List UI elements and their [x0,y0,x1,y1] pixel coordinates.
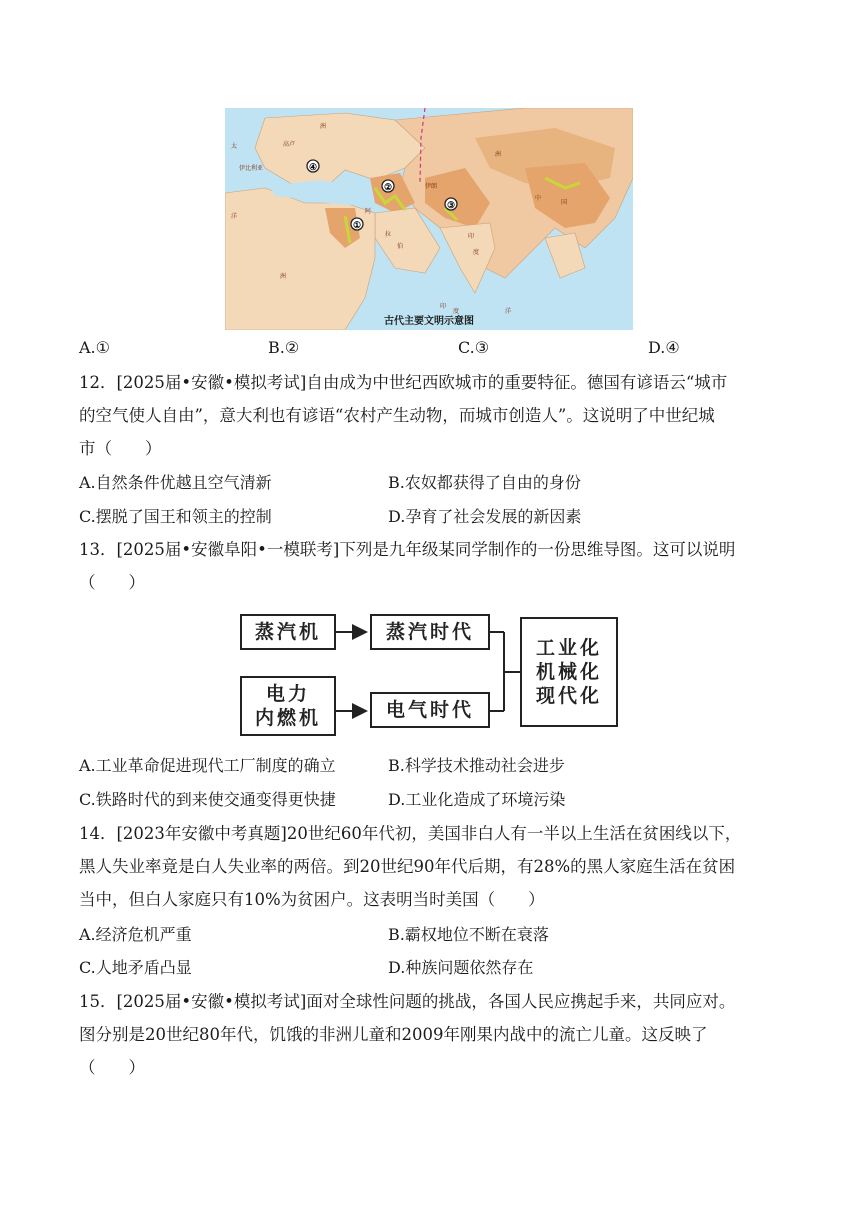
label-asia: 洲 [495,151,502,158]
svg-text:④: ④ [308,163,318,173]
q14-option-b: B.霸权地位不断在衰落 [388,925,549,944]
q11-option-b: B.② [268,338,300,357]
ancient-civilizations-map [225,108,633,330]
box-steam-engine: 蒸汽机 [240,614,336,650]
q12-line-2: 的空气使人自由”，意大利也有谚语“农村产生动物，而城市创造人”。这说明了中世纪城 [79,406,715,425]
label-arabia-2: 拉 [385,231,392,238]
label-ocean-4: 度 [453,308,460,315]
q11-option-d: D.④ [648,338,680,357]
label-china-2: 国 [561,199,568,206]
label-iran: 伊朗 [425,183,438,190]
label-ocean-5: 洋 [505,308,512,315]
q15-line-1: 15．[2025届•安徽•模拟考试]面对全球性问题的挑战，各国人民应携起手来，共同应对。 [79,992,736,1011]
q11-option-c: C.③ [458,338,490,357]
label-ocean-3: 印 [440,303,447,310]
q13-option-b: B.科学技术推动社会进步 [388,756,565,775]
marker-4 [307,160,319,173]
box-electric-age: 电气时代 [370,692,490,728]
svg-text:①: ① [352,221,362,231]
label-ocean-1: 太 [231,143,238,150]
svg-text:②: ② [383,183,393,193]
marker-2 [382,180,394,193]
q13-line-2: （ ） [79,573,145,592]
map-caption: 古代主要文明示意图 [384,316,474,327]
q12-line-1: 12．[2025届•安徽•模拟考试]自由成为中世纪西欧城市的重要特征。德国有谚语云“城市 [79,373,728,392]
q14-option-d: D.种族问题依然存在 [388,958,534,977]
label-india-1: 印 [468,233,475,240]
svg-text:③: ③ [446,201,456,211]
label-africa: 洲 [280,273,287,280]
q15-line-3: （ ） [79,1058,145,1077]
label-europe: 洲 [320,123,327,130]
marker-1 [351,218,363,231]
label-china-1: 中 [535,195,542,202]
box-electricity-combustion: 电力 内燃机 [240,676,336,736]
label-iberia: 伊比利亚 [239,165,264,172]
label-ocean-2: 洋 [231,213,238,220]
q14-line-3: 当中，但白人家庭只有10%为贫困户。这表明当时美国（ ） [79,890,545,909]
mind-map-diagram [240,612,620,734]
label-gaul: 高卢 [283,141,296,148]
q14-option-c: C.人地矛盾凸显 [79,958,192,977]
label-india-2: 度 [473,249,480,256]
q12-line-3: 市（ ） [79,439,162,458]
q12-option-c: C.摆脱了国王和领主的控制 [79,507,272,526]
q14-line-2: 黑人失业率竟是白人失业率的两倍。到20世纪90年代后期，有28%的黑人家庭生活在贫困 [79,857,736,876]
q12-option-d: D.孕育了社会发展的新因素 [388,507,582,526]
box-industrialization: 工业化 机械化 现代化 [520,617,618,727]
q14-option-a: A.经济危机严重 [79,925,192,944]
label-arabia-1: 阿 [365,208,372,215]
q13-option-c: C.铁路时代的到来使交通变得更快捷 [79,790,336,809]
q11-option-a: A.① [79,338,110,357]
q13-option-a: A.工业革命促进现代工厂制度的确立 [79,756,336,775]
q15-line-2: 图分别是20世纪80年代，饥饿的非洲儿童和2009年刚果内战中的流亡儿童。这反映了 [79,1025,708,1044]
q13-line-1: 13．[2025届•安徽阜阳•一模联考]下列是九年级某同学制作的一份思维导图。这可以说明 [79,540,736,559]
label-arabia-3: 伯 [397,243,404,250]
q13-option-d: D.工业化造成了环境污染 [388,790,566,809]
marker-3 [445,198,457,211]
q12-option-a: A.自然条件优越且空气清新 [79,473,272,492]
q14-line-1: 14．[2023年安徽中考真题]20世纪60年代初，美国非白人有一半以上生活在贫困线以下， [79,824,742,843]
q12-option-b: B.农奴都获得了自由的身份 [388,473,581,492]
box-steam-age: 蒸汽时代 [370,614,490,650]
